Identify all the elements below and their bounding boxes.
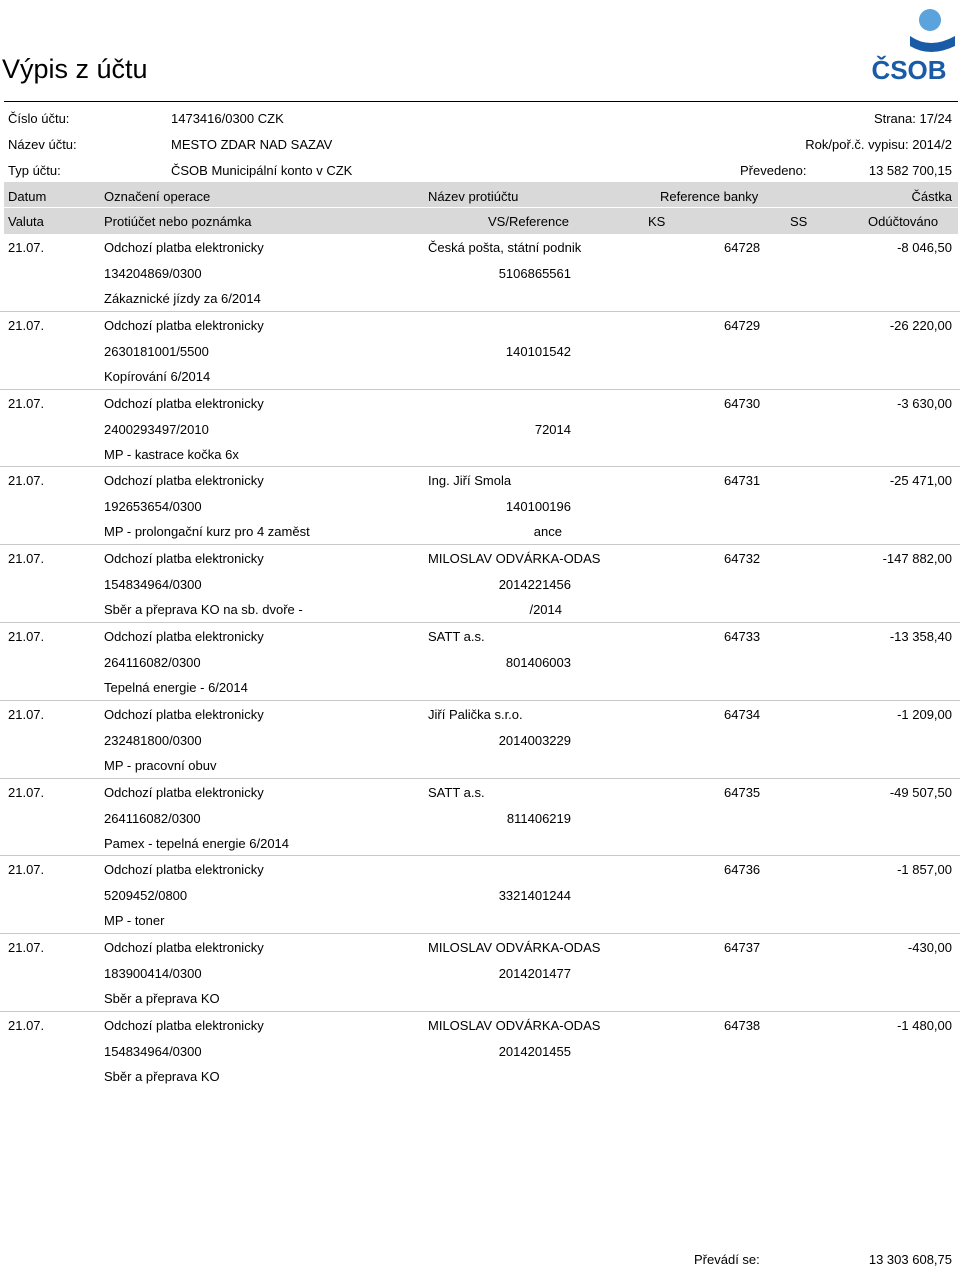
- tx-vs: 2014003229: [498, 732, 571, 748]
- carry-over-value: 13 303 608,75: [868, 1252, 952, 1267]
- col-ss: SS: [790, 214, 808, 229]
- tx-date: 21.07.: [8, 395, 45, 411]
- tx-vs: 801406003: [505, 654, 571, 670]
- tx-counter-account: 183900414/0300: [104, 966, 202, 982]
- tx-date: 21.07.: [8, 240, 45, 255]
- table-row: [0, 234, 960, 312]
- tx-bank-ref: 64732: [724, 551, 761, 567]
- tx-counter-account: 2630181001/5500: [104, 343, 209, 359]
- tx-note: Tepelná energie - 6/2014: [104, 679, 248, 695]
- page-number: Strana: 17/24: [873, 111, 952, 126]
- col-booked: Odúčtováno: [868, 214, 939, 229]
- tx-operation: Odchozí platba elektronicky: [104, 395, 264, 411]
- logo-circle: [919, 9, 941, 31]
- tx-amount: -1 857,00: [897, 862, 952, 878]
- table-row: [0, 701, 960, 779]
- tx-operation: Odchozí platba elektronicky: [104, 940, 264, 956]
- tx-counter-account: 2400293497/2010: [104, 421, 209, 437]
- tx-amount: -8 046,50: [897, 240, 952, 255]
- tx-counterparty: SATT a.s.: [428, 628, 485, 644]
- col-bank-ref: Reference banky: [660, 189, 759, 204]
- logo-text: ČSOB: [871, 55, 947, 84]
- tx-counterparty: Ing. Jiří Smola: [428, 473, 512, 489]
- tx-date: 21.07.: [8, 551, 45, 567]
- tx-operation: Odchozí platba elektronicky: [104, 628, 264, 644]
- tx-note: Sběr a přeprava KO: [104, 1068, 220, 1084]
- tx-note: MP - pracovní obuv: [104, 757, 217, 773]
- tx-vs: 140100196: [505, 499, 571, 515]
- col-ks: KS: [648, 214, 666, 229]
- tx-amount: -26 220,00: [889, 317, 952, 333]
- tx-bank-ref: 64737: [724, 940, 761, 956]
- tx-note: MP - prolongační kurz pro 4 zaměst: [104, 524, 310, 540]
- tx-amount: -1 480,00: [897, 1017, 952, 1033]
- carried-value: 13 582 700,15: [868, 163, 952, 178]
- tx-counter-account: 154834964/0300: [104, 577, 202, 593]
- header-rule-top: [4, 101, 958, 102]
- tx-date: 21.07.: [8, 628, 45, 644]
- tx-note: Zákaznické jízdy za 6/2014: [104, 291, 261, 306]
- account-number-label: Číslo účtu:: [8, 111, 70, 126]
- tx-ref-cont: ance: [533, 524, 562, 540]
- tx-operation: Odchozí platba elektronicky: [104, 240, 264, 255]
- tx-vs: 3321401244: [498, 888, 571, 904]
- tx-date: 21.07.: [8, 862, 45, 878]
- tx-operation: Odchozí platba elektronicky: [104, 784, 264, 800]
- tx-counter-account: 154834964/0300: [104, 1043, 202, 1059]
- tx-bank-ref: 64733: [724, 628, 761, 644]
- tx-vs: 72014: [534, 421, 571, 437]
- table-row: [0, 934, 960, 1012]
- tx-date: 21.07.: [8, 940, 45, 956]
- tx-amount: -13 358,40: [889, 628, 952, 644]
- tx-bank-ref: 64735: [724, 784, 761, 800]
- table-row: [0, 467, 960, 545]
- table-row: [0, 779, 960, 857]
- tx-note: MP - toner: [104, 913, 165, 929]
- tx-date: 21.07.: [8, 1017, 45, 1033]
- tx-date: 21.07.: [8, 317, 45, 333]
- tx-date: 21.07.: [8, 784, 45, 800]
- tx-note: Sběr a přeprava KO na sb. dvoře -: [104, 602, 303, 618]
- page-title: Výpis z účtu: [2, 54, 148, 84]
- tx-operation: Odchozí platba elektronicky: [104, 1017, 264, 1033]
- tx-note: MP - kastrace kočka 6x: [104, 446, 239, 462]
- table-row: [0, 623, 960, 701]
- account-type-label: Typ účtu:: [8, 163, 61, 178]
- tx-counterparty: MILOSLAV ODVÁRKA-ODAS: [428, 551, 601, 567]
- tx-amount: -430,00: [907, 940, 952, 956]
- col-value-date: Valuta: [8, 214, 44, 229]
- tx-amount: -25 471,00: [889, 473, 952, 489]
- tx-operation: Odchozí platba elektronicky: [104, 317, 264, 333]
- table-row: [0, 856, 960, 934]
- tx-counterparty: SATT a.s.: [428, 784, 485, 800]
- tx-note: Kopírování 6/2014: [104, 368, 211, 384]
- tx-vs: 2014221456: [498, 577, 571, 593]
- table-row: [0, 1012, 960, 1089]
- col-counter-account: Protiúčet nebo poznámka: [104, 214, 252, 229]
- tx-note: Sběr a přeprava KO: [104, 991, 220, 1007]
- tx-bank-ref: 64734: [724, 706, 761, 722]
- tx-counter-account: 192653654/0300: [104, 499, 202, 515]
- tx-counter-account: 232481800/0300: [104, 732, 202, 748]
- tx-counter-account: 264116082/0300: [104, 810, 201, 826]
- tx-bank-ref: 64731: [724, 473, 761, 489]
- carried-label: Převedeno:: [740, 163, 807, 178]
- carry-over-label: Převádí se:: [694, 1252, 760, 1267]
- table-row: [0, 390, 960, 468]
- account-name: MESTO ZDAR NAD SAZAV: [171, 137, 333, 152]
- account-name-label: Název účtu:: [8, 137, 77, 152]
- tx-counterparty: Česká pošta, státní podnik: [428, 240, 582, 255]
- col-date: Datum: [8, 189, 47, 204]
- tx-amount: -1 209,00: [897, 706, 952, 722]
- tx-bank-ref: 64729: [724, 317, 761, 333]
- tx-counter-account: 134204869/0300: [104, 266, 202, 281]
- tx-amount: -3 630,00: [897, 395, 952, 411]
- tx-operation: Odchozí platba elektronicky: [104, 473, 264, 489]
- tx-date: 21.07.: [8, 473, 45, 489]
- table-row: [0, 312, 960, 390]
- csob-logo: [860, 6, 958, 84]
- col-vs: VS/Reference: [488, 214, 569, 229]
- col-amount: Částka: [911, 189, 952, 204]
- account-number: 1473416/0300 CZK: [171, 111, 284, 126]
- tx-vs: 140101542: [505, 343, 571, 359]
- tx-counterparty: MILOSLAV ODVÁRKA-ODAS: [428, 940, 601, 956]
- tx-bank-ref: 64728: [724, 240, 761, 255]
- col-counterparty: Název protiúčtu: [428, 189, 519, 204]
- logo-swoosh: [910, 36, 955, 52]
- tx-counter-account: 264116082/0300: [104, 654, 201, 670]
- tx-counterparty: Jiří Palička s.r.o.: [428, 706, 523, 722]
- tx-bank-ref: 64738: [724, 1017, 761, 1033]
- tx-operation: Odchozí platba elektronicky: [104, 706, 264, 722]
- tx-amount: -147 882,00: [882, 551, 952, 567]
- tx-counter-account: 5209452/0800: [104, 888, 188, 904]
- statement-number: Rok/poř.č. vypisu: 2014/2: [805, 137, 952, 152]
- tx-vs: 2014201477: [498, 966, 571, 982]
- tx-operation: Odchozí platba elektronicky: [104, 862, 264, 878]
- tx-ref-cont: /2014: [529, 602, 562, 618]
- tx-bank-ref: 64736: [724, 862, 761, 878]
- tx-vs: 2014201455: [498, 1043, 571, 1059]
- account-type: ČSOB Municipální konto v CZK: [171, 163, 353, 178]
- tx-amount: -49 507,50: [889, 784, 952, 800]
- tx-bank-ref: 64730: [724, 395, 761, 411]
- tx-vs: 5106865561: [498, 266, 571, 281]
- transaction-list: [0, 234, 960, 1089]
- tx-counterparty: MILOSLAV ODVÁRKA-ODAS: [428, 1017, 601, 1033]
- tx-vs: 811406219: [506, 810, 571, 826]
- tx-note: Pamex - tepelná energie 6/2014: [104, 835, 290, 851]
- col-operation: Označení operace: [104, 189, 211, 204]
- tx-operation: Odchozí platba elektronicky: [104, 551, 264, 567]
- tx-date: 21.07.: [8, 706, 45, 722]
- table-row: [0, 545, 960, 623]
